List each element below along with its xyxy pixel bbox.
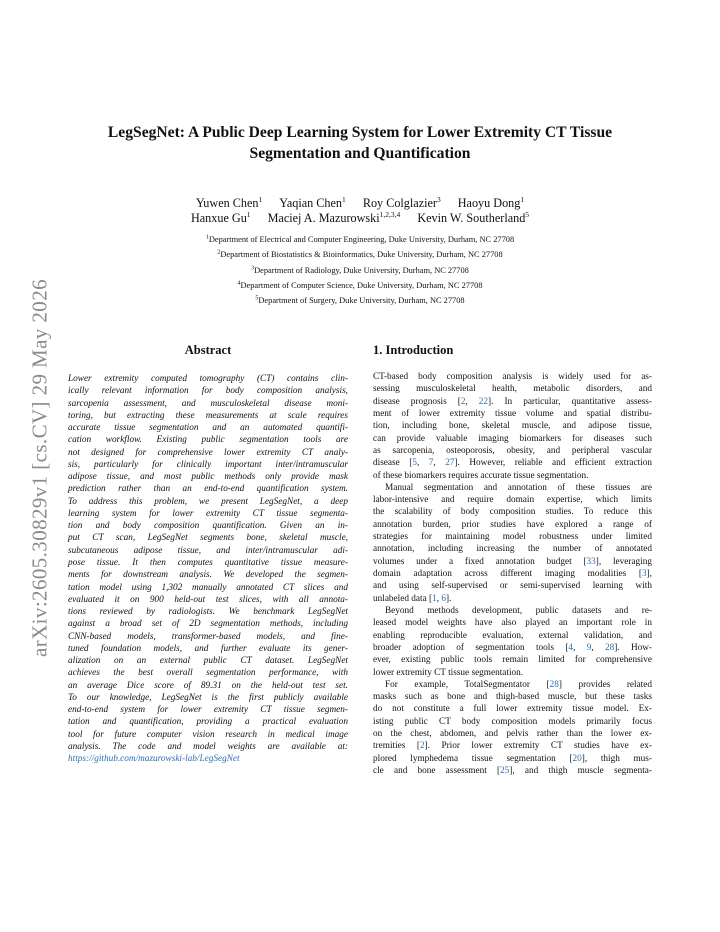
intro-line <box>373 753 652 765</box>
author <box>196 196 262 211</box>
abstract-body <box>68 373 348 766</box>
title-line: LegSegNet: A Public Deep Learning System for Lower Extremity CT Tissue <box>107 124 613 141</box>
intro-line <box>373 667 652 679</box>
author-affil-mark: 1 <box>520 195 525 204</box>
abstract-line: adipose tissue, and most public methods only provide mask <box>68 472 348 483</box>
abstract-line: evaluated it on 900 held-out test slices, with all annota- <box>68 594 348 605</box>
intro-text: , <box>591 642 605 653</box>
abstract-line: tuned foundation models, and further evaluate its gener- <box>68 643 348 654</box>
intro-text: and using self-supervised or semi-supervised learning with <box>373 581 652 592</box>
author <box>363 196 441 211</box>
intro-line <box>373 470 652 482</box>
author-name: Kevin W. Southerland <box>417 211 526 225</box>
author <box>279 196 346 211</box>
intro-text: For example, TotalSegmentator [ <box>385 679 550 690</box>
abstract-line: subcutaneous adipose tissue, and inter/intramuscular adi- <box>68 545 348 556</box>
author-name: Yuwen Chen <box>195 196 259 210</box>
intro-text: disease [ <box>373 458 413 469</box>
abstract-line: ments for downstream analysis. We developed the segmen- <box>68 570 348 581</box>
intro-line <box>373 691 652 703</box>
citation-link[interactable]: 6 <box>441 593 446 604</box>
intro-line <box>373 716 652 728</box>
intro-text: cle and bone assessment [ <box>373 766 501 776</box>
intro-line <box>373 728 652 740</box>
intro-text: leased model weights have also played an important role in <box>373 618 652 629</box>
abstract-line: To our knowledge, LegSegNet is the first publicly available <box>68 692 348 703</box>
intro-text: ]. How- <box>614 642 653 653</box>
intro-line <box>373 383 652 395</box>
intro-text: , <box>573 642 587 653</box>
intro-line <box>373 617 652 629</box>
author-affil-mark: 5 <box>525 210 530 219</box>
intro-line <box>373 543 652 555</box>
author-affil-mark: 3 <box>436 195 441 204</box>
intro-text: ] provides related <box>558 679 652 690</box>
author-name: Maciej A. Mazurowski <box>267 211 380 225</box>
intro-text: , <box>436 593 442 604</box>
affiliation <box>60 278 660 293</box>
introduction-body <box>373 371 652 777</box>
abstract-line: tions reviewed by radiologists. We benchmark LegSegNet <box>68 607 348 618</box>
abstract-line: learning system for lower extremity CT tissue segmenta- <box>68 508 348 519</box>
citation-link[interactable]: 1 <box>432 593 437 604</box>
intro-text: the scalability of body composition studies. To reduce this <box>373 507 652 518</box>
citation-link[interactable]: 27 <box>445 458 455 469</box>
intro-text: sessing musculoskeletal health, metabolic disorders, and <box>373 384 652 395</box>
author <box>268 211 401 226</box>
intro-text: as sarcopenia, osteoporosis, obesity, and peripheral vascular <box>373 445 652 456</box>
intro-text: CT-based body composition analysis is widely used for as- <box>373 372 652 382</box>
abstract-line: analysis. The code and model weights are available at: <box>68 741 348 752</box>
paper-title <box>60 122 660 164</box>
intro-text: disease prognosis [ <box>373 396 461 407</box>
arxiv-identifier: arXiv:2605.30829v1 [cs.CV] 29 May 2026 <box>27 279 52 657</box>
intro-text: ], thigh mus- <box>581 753 652 764</box>
abstract-line: tool for future computer vision research in medical image <box>68 729 348 740</box>
intro-line <box>373 506 652 518</box>
affiliation-text: Department of Electrical and Computer Engineering, Duke University, Durham, NC 27708 <box>208 235 515 244</box>
abstract-line: prediction rather than an end-to-end quantification system. <box>68 484 348 495</box>
abstract-line: toring, but extracting these measurements at scale requires <box>68 410 348 421</box>
affiliation-text: Department of Biostatistics & Bioinformatics, Duke University, Durham, NC 27708 <box>220 250 503 260</box>
intro-text: ment of lower extremity tissue volume and spatial distribu- <box>373 408 652 419</box>
affiliation <box>60 263 660 278</box>
intro-line <box>373 531 652 543</box>
abstract-line: To address this problem, we present LegSegNet, a deep <box>68 496 348 507</box>
citation-link[interactable]: 28 <box>604 642 615 653</box>
intro-line <box>373 740 652 752</box>
citation-link[interactable]: 5 <box>412 458 417 469</box>
citation-link[interactable]: 2 <box>419 741 425 752</box>
affiliation <box>60 293 660 308</box>
intro-line <box>373 568 652 580</box>
intro-text: Beyond methods development, public datasets and re- <box>385 605 652 616</box>
author-affil-mark: 1 <box>246 210 251 219</box>
intro-line <box>373 482 652 494</box>
intro-text: ], <box>646 569 652 579</box>
abstract-line: tion and body composition quantification. Given an in- <box>68 521 348 532</box>
citation-link[interactable]: 25 <box>500 766 510 776</box>
intro-text: , <box>416 458 429 469</box>
abstract-line: not designed for comprehensive lower extremity CT analy- <box>68 447 348 458</box>
abstract-line: achieves the best overall segmentation performance, with <box>68 668 348 679</box>
intro-line <box>373 654 652 666</box>
affiliation <box>60 247 660 262</box>
intro-line <box>373 433 652 445</box>
author-row <box>60 211 660 226</box>
author-name: Yaqian Chen <box>279 196 343 210</box>
author-name: Haoyu Dong <box>457 196 521 210</box>
affiliation-mark: 2 <box>217 249 221 256</box>
intro-text: annotation burden, prior studies have explored a range of <box>373 519 652 530</box>
intro-text: isting public CT body composition models primarily focus <box>373 716 652 727</box>
abstract-line: accurate tissue segmentation and an automated quantifi- <box>68 423 348 434</box>
author-affil-mark: 1,2,3,4 <box>379 210 401 219</box>
author-list <box>60 196 660 226</box>
abstract-line: tation and quantification, providing a practical evaluation <box>68 717 348 728</box>
affiliation-text: Department of Computer Science, Duke University, Durham, NC 27708 <box>240 280 483 290</box>
author <box>417 211 529 226</box>
intro-line <box>373 605 652 617</box>
affiliation <box>60 232 660 247</box>
citation-link[interactable]: 7 <box>428 458 434 469</box>
intro-line <box>373 642 652 654</box>
author <box>191 211 251 226</box>
intro-line <box>373 408 652 420</box>
abstract-line: CNN-based models, transformer-based models, and fine- <box>68 631 348 642</box>
intro-text: domain adaptation across different imaging modalities [ <box>373 569 642 579</box>
intro-line <box>373 494 652 506</box>
affiliation-mark: 3 <box>251 265 255 272</box>
affiliation-mark: 1 <box>205 234 209 241</box>
intro-text: ]. In particular, quantitative assess- <box>488 396 652 407</box>
abstract-line: put CT scan, LegSegNet segments bone, skeletal muscle, <box>68 533 348 544</box>
citation-link[interactable]: 2 <box>460 396 466 407</box>
author-affil-mark: 1 <box>342 195 346 204</box>
abstract-line: cation workflow. Existing public segmentation tools are <box>68 435 348 446</box>
citation-link[interactable]: 20 <box>572 753 582 764</box>
intro-text: ]. Prior lower extremity CT studies have ex- <box>424 741 652 752</box>
abstract-heading: Abstract <box>184 343 232 357</box>
abstract-line: end-to-end system for lower extremity CT tissue segmen- <box>68 705 348 716</box>
abstract-line: ically relevant information for body composition analysis, <box>68 386 348 397</box>
intro-line <box>373 420 652 432</box>
intro-line <box>373 445 652 457</box>
intro-text: tion, including bone, skeletal muscle, and adipose tissue, <box>373 421 652 432</box>
citation-link[interactable]: 33 <box>586 556 596 567</box>
intro-text: Manual segmentation and annotation of these tissues are <box>385 482 652 493</box>
citation-link[interactable]: 9 <box>586 642 592 653</box>
citation-link[interactable]: 22 <box>478 396 489 407</box>
intro-line <box>373 519 652 531</box>
author-name: Hanxue Gu <box>190 211 247 225</box>
citation-link[interactable]: 3 <box>641 569 647 579</box>
intro-text: ], and thigh muscle segmenta- <box>509 766 652 776</box>
affiliation-text: Department of Radiology, Duke University, Durham, NC 27708 <box>254 265 469 275</box>
intro-line <box>373 371 652 383</box>
code-repository-link[interactable]: https://github.com/mazurowski-lab/LegSegNet <box>68 754 240 765</box>
intro-text: unlabeled data [ <box>373 593 433 604</box>
title-line: Segmentation and Quantification <box>249 145 471 162</box>
intro-text: tremities [ <box>373 741 420 752</box>
intro-text: do not constitute a full lower extremity tissue model. Ex- <box>373 704 652 715</box>
abstract-line: sarcopenia assessment, and musculoskeletal disease moni- <box>68 398 348 409</box>
abstract-line: sis, particularly for clinically important inter/intramuscular <box>68 459 348 470</box>
intro-line <box>373 765 652 777</box>
intro-line <box>373 556 652 568</box>
intro-line <box>373 679 652 691</box>
intro-text: ], leveraging <box>595 556 652 567</box>
intro-text: , <box>433 458 446 469</box>
citation-link[interactable]: 4 <box>568 642 574 653</box>
intro-line <box>373 580 652 592</box>
intro-text: of these biomarkers requires accurate tissue segmentation. <box>373 470 589 481</box>
citation-link[interactable]: 28 <box>549 679 559 690</box>
abstract-line: against a broad set of 2D segmentation methods, including <box>68 619 348 630</box>
author-affil-mark: 1 <box>258 195 263 204</box>
intro-text: annotation, including increasing the number of annotated <box>373 544 652 555</box>
intro-line <box>373 593 652 605</box>
introduction-heading: 1. Introduction <box>373 343 454 357</box>
intro-text: ]. <box>445 593 452 604</box>
author-name: Roy Colglazier <box>362 196 437 210</box>
author <box>458 196 524 211</box>
affiliation-text: Department of Surgery, Duke University, Durham, NC 27708 <box>258 296 465 306</box>
intro-text: can provide valuable imaging biomarkers for diseases such <box>373 433 652 444</box>
intro-text: , <box>465 396 479 407</box>
intro-text: enabling reproducible evaluation, external validation, and <box>373 630 652 641</box>
intro-line <box>373 630 652 642</box>
abstract-line: alization on an external public CT dataset. LegSegNet <box>68 656 348 667</box>
intro-line <box>373 703 652 715</box>
intro-line <box>373 396 652 408</box>
abstract-line: an average Dice score of 89.31 on the held-out test set. <box>68 680 348 691</box>
intro-text: volumes under a fixed annotation budget [ <box>373 556 587 567</box>
intro-text: ever, existing public tools remain limited for comprehensive <box>373 655 652 666</box>
author-row <box>60 196 660 211</box>
intro-text: labor-intensive and require domain expertise, which limits <box>373 495 652 506</box>
abstract-line: Lower extremity computed tomography (CT) contains clin- <box>68 374 348 384</box>
affiliation-list <box>60 232 660 308</box>
abstract-line: tation model using 1,302 manually annotated CT slices and <box>68 582 348 593</box>
abstract-line: pose tissue. It then computes quantitative tissue measure- <box>68 557 348 568</box>
affiliation-mark: 4 <box>237 280 241 287</box>
intro-text: broader adoption of segmentation tools [ <box>373 642 569 653</box>
affiliation-mark: 5 <box>255 295 259 302</box>
intro-text: ]. However, reliable and efficient extraction <box>454 458 652 469</box>
intro-text: lower extremity CT tissue segmentation. <box>373 667 524 678</box>
intro-text: plored lymphedema tissue segmentation [ <box>373 753 573 764</box>
intro-text: strategies for maintaining model robustness under limited <box>373 532 652 543</box>
intro-text: masks such as bone and thigh-based muscle, but these tasks <box>373 692 652 703</box>
intro-text: on the chest, abdomen, and pelvis rather than the lower ex- <box>373 729 652 740</box>
intro-line <box>373 457 652 469</box>
